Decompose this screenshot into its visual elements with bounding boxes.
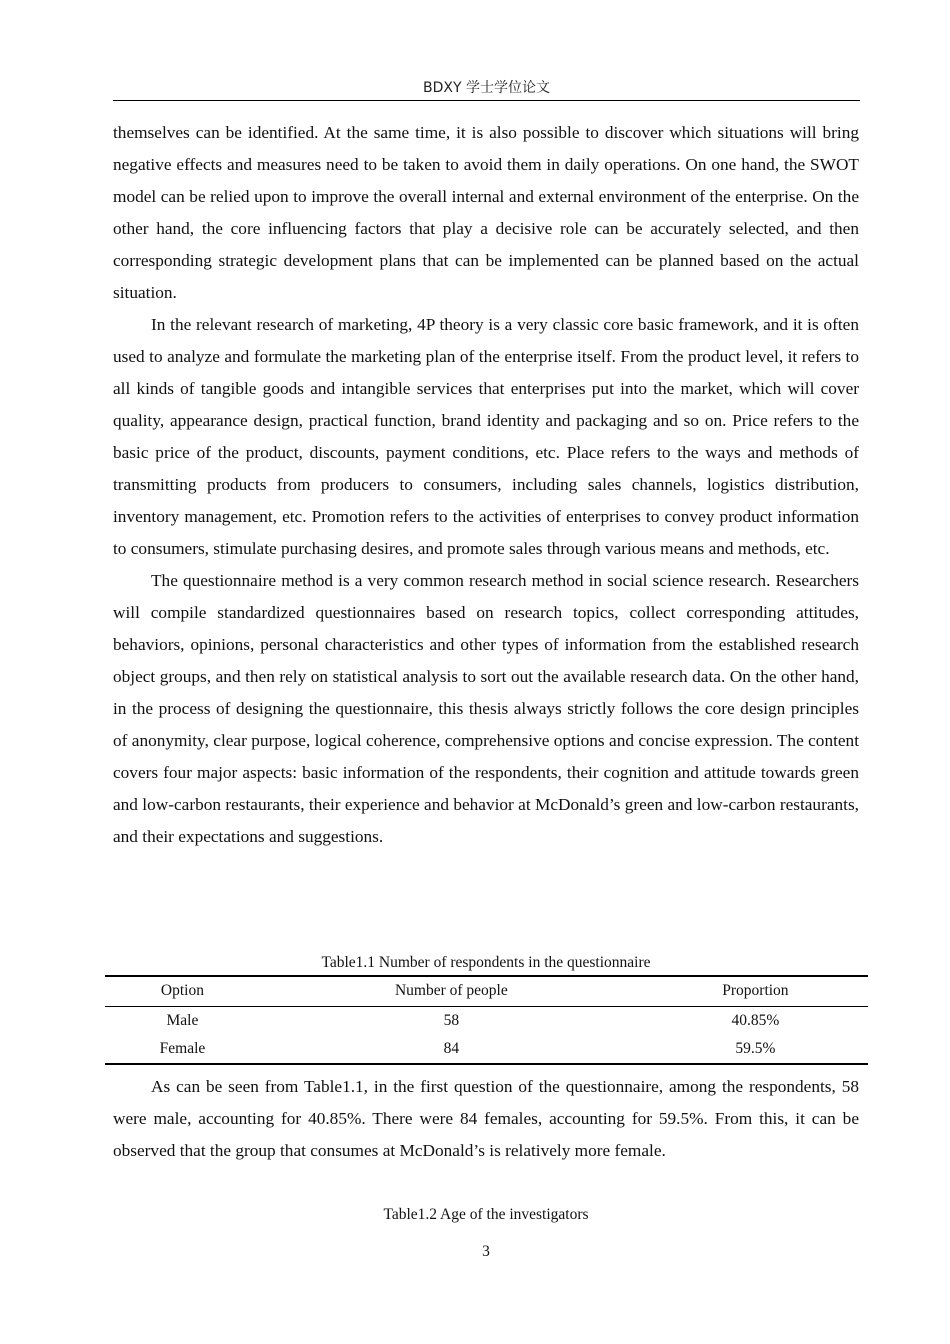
column-header-option: Option bbox=[105, 976, 260, 1006]
table-cell: Male bbox=[166, 1011, 199, 1029]
column-header-number-of-people: Number of people bbox=[260, 976, 643, 1006]
paragraph-swot: themselves can be identified. At the same time, it is also possible to discover which situations will bring negative effects and measures need to be taken to avoid them in daily operations. On one hand, the SWOT model can be relied upon to improve the overall internal and external environment of the enterprise. On the other hand, the core influencing factors that play a decisive role can be accurately selected, and then corresponding strategic development plans that can be implemented can be planned based on the actual situation. bbox=[113, 123, 859, 302]
table-cell: 58 bbox=[443, 1011, 460, 1029]
paragraph-4p-theory: In the relevant research of marketing, 4P theory is a very classic core basic framework, and it is often used to analyze and formulate the marketing plan of the enterprise itself. From the product level, it refers to all kinds of tangible goods and intangible services that enterprises put into the market, which will cover quality, appearance design, practical function, brand identity and packaging and so on. Price refers to the basic price of the product, discounts, payment conditions, etc. Place refers to the ways and methods of transmitting products from producers to consumers, including sales channels, logistics distribution, inventory management, etc. Promotion refers to the activities of enterprises to convey product information to consumers, stimulate purchasing desires, and promote sales through various means and methods, etc. bbox=[113, 315, 859, 558]
table-1-caption: Table1.1 Number of respondents in the questionnaire bbox=[321, 954, 651, 971]
header-rule bbox=[113, 100, 860, 101]
column-header-proportion: Proportion bbox=[643, 976, 868, 1006]
table-cell: 40.85% bbox=[731, 1011, 780, 1029]
respondents-table bbox=[105, 975, 868, 1065]
body-text bbox=[113, 117, 859, 853]
body-text-after-table bbox=[113, 1071, 859, 1167]
table-header-row bbox=[105, 976, 868, 1006]
table-cell: 59.5% bbox=[643, 1035, 868, 1064]
running-header: BDXY 学士学位论文 bbox=[423, 80, 550, 96]
table-row bbox=[105, 1035, 868, 1064]
paragraph-questionnaire-method: The questionnaire method is a very common research method in social science research. Researchers will compile standardized questionnaires based on research topics, collect corresponding attitudes, behaviors, opinions, personal characteristics and other types of information from the established research object groups, and then rely on statistical analysis to sort out the available research data. On the other hand, in the process of designing the questionnaire, this thesis always strictly follows the core design principles of anonymity, clear purpose, logical coherence, comprehensive options and concise expression. The content covers four major aspects: basic information of the respondents, their cognition and attitude towards green and low-carbon restaurants, their experience and behavior at McDonald’s green and low-carbon restaurants, and their expectations and suggestions. bbox=[113, 571, 859, 846]
table-cell: Female bbox=[105, 1035, 260, 1064]
table-2-caption: Table1.2 Age of the investigators bbox=[383, 1206, 589, 1223]
page-number: 3 bbox=[482, 1243, 490, 1260]
paragraph-table-analysis: As can be seen from Table1.1, in the first question of the questionnaire, among the respondents, 58 were male, accounting for 40.85%. There were 84 females, accounting for 59.5%. From this, it can be observed that the group that consumes at McDonald’s is relatively more female. bbox=[113, 1077, 859, 1160]
table-cell: 84 bbox=[260, 1035, 643, 1064]
table-row bbox=[105, 1006, 868, 1035]
